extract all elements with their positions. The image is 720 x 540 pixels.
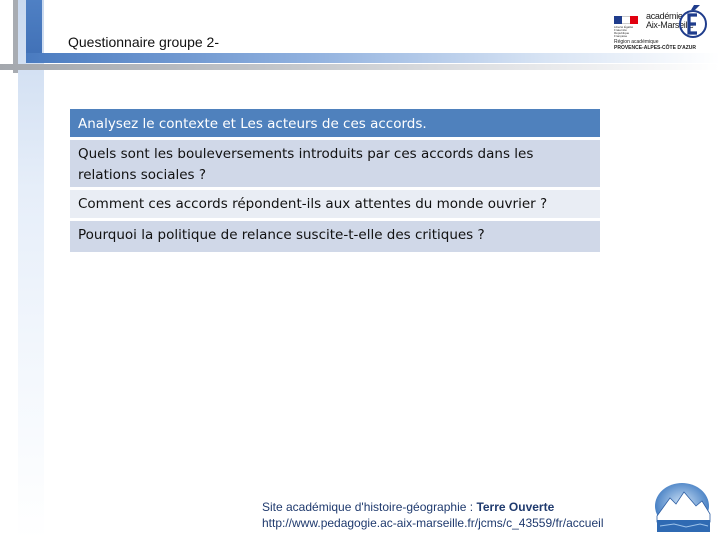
- footer-site-line: [262, 500, 603, 516]
- footer-url-link[interactable]: http://www.pedagogie.ac-aix-marseille.fr/jcms/c_43559/fr/accueil: [262, 515, 604, 530]
- question-item-3: Pourquoi la politique de relance suscite-t-elle des critiques ?: [70, 221, 600, 252]
- region-line2: PROVENCE-ALPES-CÔTE D'AZUR: [614, 45, 697, 51]
- questions-table: [70, 109, 600, 252]
- region-line1: Région académique: [614, 39, 659, 45]
- footer: [262, 500, 603, 531]
- mountain-globe-icon: [652, 482, 712, 534]
- questions-header: Analysez le contexte et Les acteurs de ces accords.: [70, 109, 600, 140]
- page-title: Questionnaire groupe 2-: [68, 34, 219, 50]
- question-item-2: Comment ces accords répondent-ils aux attentes du monde ouvrier ?: [70, 190, 600, 221]
- footer-site-prefix: Site académique d'histoire-géographie :: [262, 500, 477, 514]
- academie-line1: académie: [646, 11, 683, 21]
- academie-logo-icon: [612, 4, 712, 52]
- left-decor-bar: [18, 0, 44, 540]
- left-grey-bar: [13, 0, 18, 63]
- header-grey-line: [0, 64, 720, 70]
- republique-text: Liberté Égalité Fraternité République Française: [614, 25, 634, 38]
- e-accent-icon: [678, 4, 708, 38]
- question-item-1: Quels sont les bouleversements introduits par ces accords dans les relations sociales ?: [70, 140, 600, 190]
- french-flag-icon: [614, 16, 638, 24]
- footer-site-name[interactable]: Terre Ouverte: [476, 500, 555, 514]
- academie-line2: Aix-Marseille: [646, 20, 694, 30]
- region-text: [614, 39, 696, 51]
- header-blue-line: [26, 53, 720, 63]
